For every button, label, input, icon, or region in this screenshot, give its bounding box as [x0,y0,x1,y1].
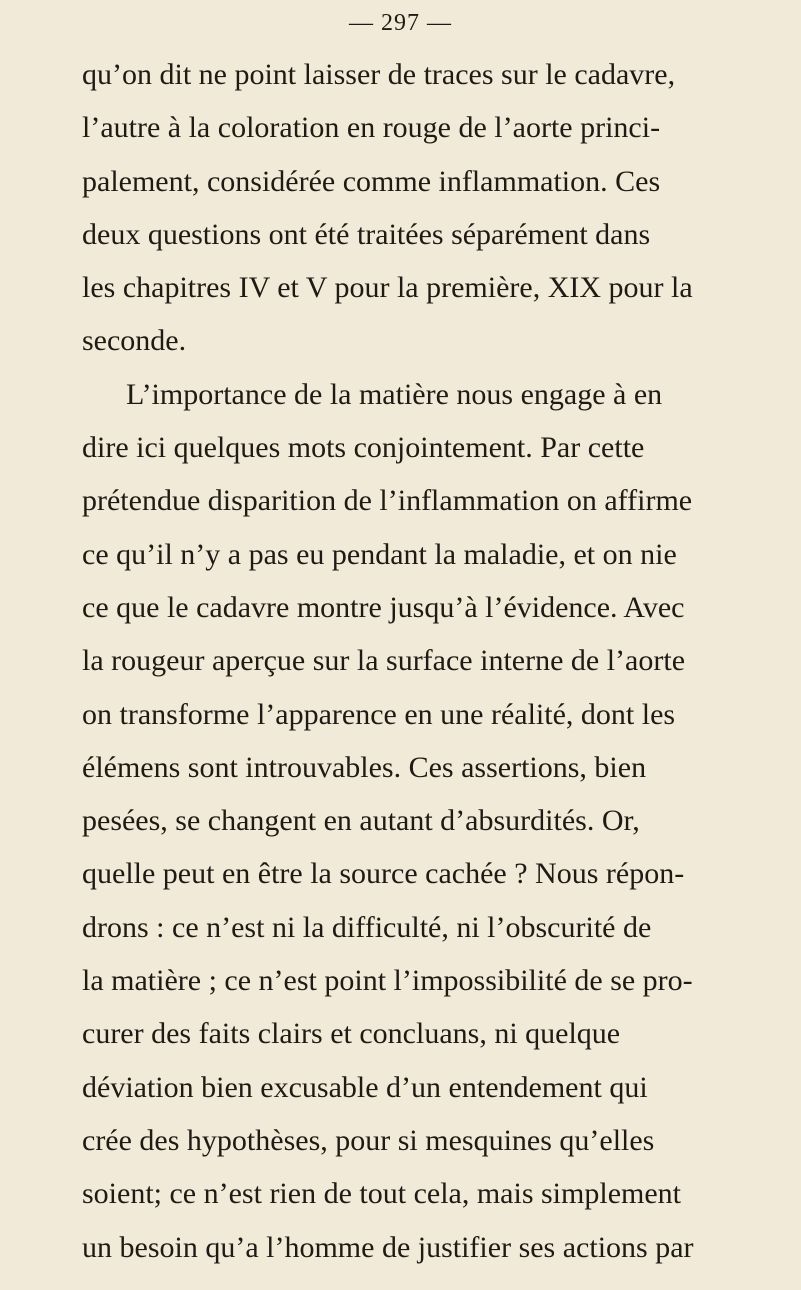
text-line: les chapitres IV et V pour la première, XIX pour la [82,271,693,305]
text-line: quelle peut en être la source cachée ? Nous répon- [82,857,685,891]
text-line: déviation bien excusable d’un entendement qui [82,1070,648,1104]
text-line: deux questions ont été traitées séparément dans [82,217,651,251]
text-line: ce que le cadavre montre jusqu’à l’évidence. Avec [82,590,685,624]
text-line: curer des faits clairs et concluans, ni quelque [82,1017,621,1051]
text-line: soient; ce n’est rien de tout cela, mais simplement [82,1177,681,1211]
text-line: la matière ; ce n’est point l’impossibilité de se pro- [82,964,693,998]
text-line: seconde. [82,324,187,358]
text-line: la rougeur aperçue sur la surface interne de l’aorte [82,644,686,678]
text-line: palement, considérée comme inflammation. Ces [82,164,661,198]
text-line: ce qu’il n’y a pas eu pendant la maladie, et on nie [82,537,677,571]
body-text [82,48,782,1274]
text-line: élémens sont introuvables. Ces assertions, bien [82,750,647,784]
text-line: crée des hypothèses, pour si mesquines qu’elles [82,1123,655,1157]
text-line: on transforme l’apparence en une réalité, dont les [82,697,676,731]
text-line: qu’on dit ne point laisser de traces sur le cadavre, [82,58,676,91]
text-line: pesées, se changent en autant d’absurdités. Or, [82,804,640,838]
text-line: prétendue disparition de l’inflammation on affirme [82,484,693,518]
page-number: — 297 — [349,10,452,36]
text-line: drons : ce n’est ni la difficulté, ni l’obscurité de [82,910,652,944]
paragraph-start-line: L’importance de la matière nous engage à en [126,377,663,411]
text-line: l’autre à la coloration en rouge de l’aorte princi- [82,111,661,145]
text-line: un besoin qu’a l’homme de justifier ses actions par [82,1230,694,1264]
text-line: dire ici quelques mots conjointement. Par cette [82,431,645,465]
